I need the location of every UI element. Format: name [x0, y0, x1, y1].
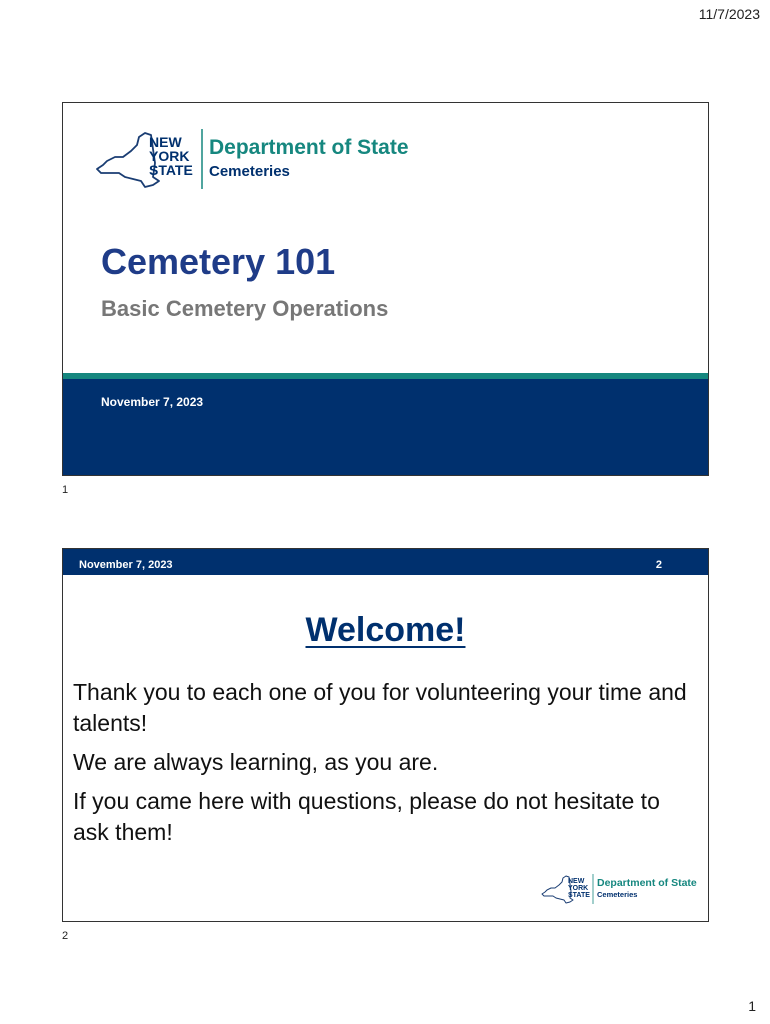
slide-title: Cemetery 101	[101, 241, 336, 282]
slide-2	[62, 548, 709, 922]
page-number: 1	[748, 998, 756, 1014]
welcome-heading: Welcome!	[305, 611, 466, 649]
logo-department: Department of State	[597, 877, 697, 889]
logo-division: Cemeteries	[209, 163, 290, 180]
body-paragraph: Thank you to each one of you for volunteering your time and talents!	[73, 679, 687, 736]
slide-title	[63, 611, 708, 650]
logo-state-line2: YORK	[568, 885, 589, 892]
print-date: 11/7/2023	[698, 6, 760, 22]
slide-header-number: 2	[655, 559, 662, 571]
slide-subtitle: Basic Cemetery Operations	[101, 296, 389, 321]
logo-state-line1: NEW	[149, 134, 182, 150]
slide-header-date: November 7, 2023	[79, 559, 173, 571]
slide-1	[62, 102, 709, 476]
body-paragraph: We are always learning, as you are.	[73, 749, 439, 775]
slide-date: November 7, 2023	[101, 395, 204, 409]
slide-number-1: 1	[62, 484, 69, 496]
nys-dos-cemeteries-logo	[93, 127, 413, 193]
logo-department: Department of State	[209, 136, 409, 159]
logo-state-line3: STATE	[149, 162, 193, 178]
body-paragraph: If you came here with questions, please do not hesitate to ask them!	[73, 788, 660, 845]
logo-state-line2: YORK	[149, 148, 190, 164]
slide-number-2: 2	[62, 930, 69, 942]
logo-state-line1: NEW	[568, 878, 585, 885]
logo-state-line3: STATE	[568, 892, 590, 899]
nys-dos-cemeteries-logo-small	[540, 873, 700, 907]
logo-division: Cemeteries	[597, 890, 638, 899]
slide-body	[73, 677, 698, 856]
footer-band	[63, 379, 708, 475]
